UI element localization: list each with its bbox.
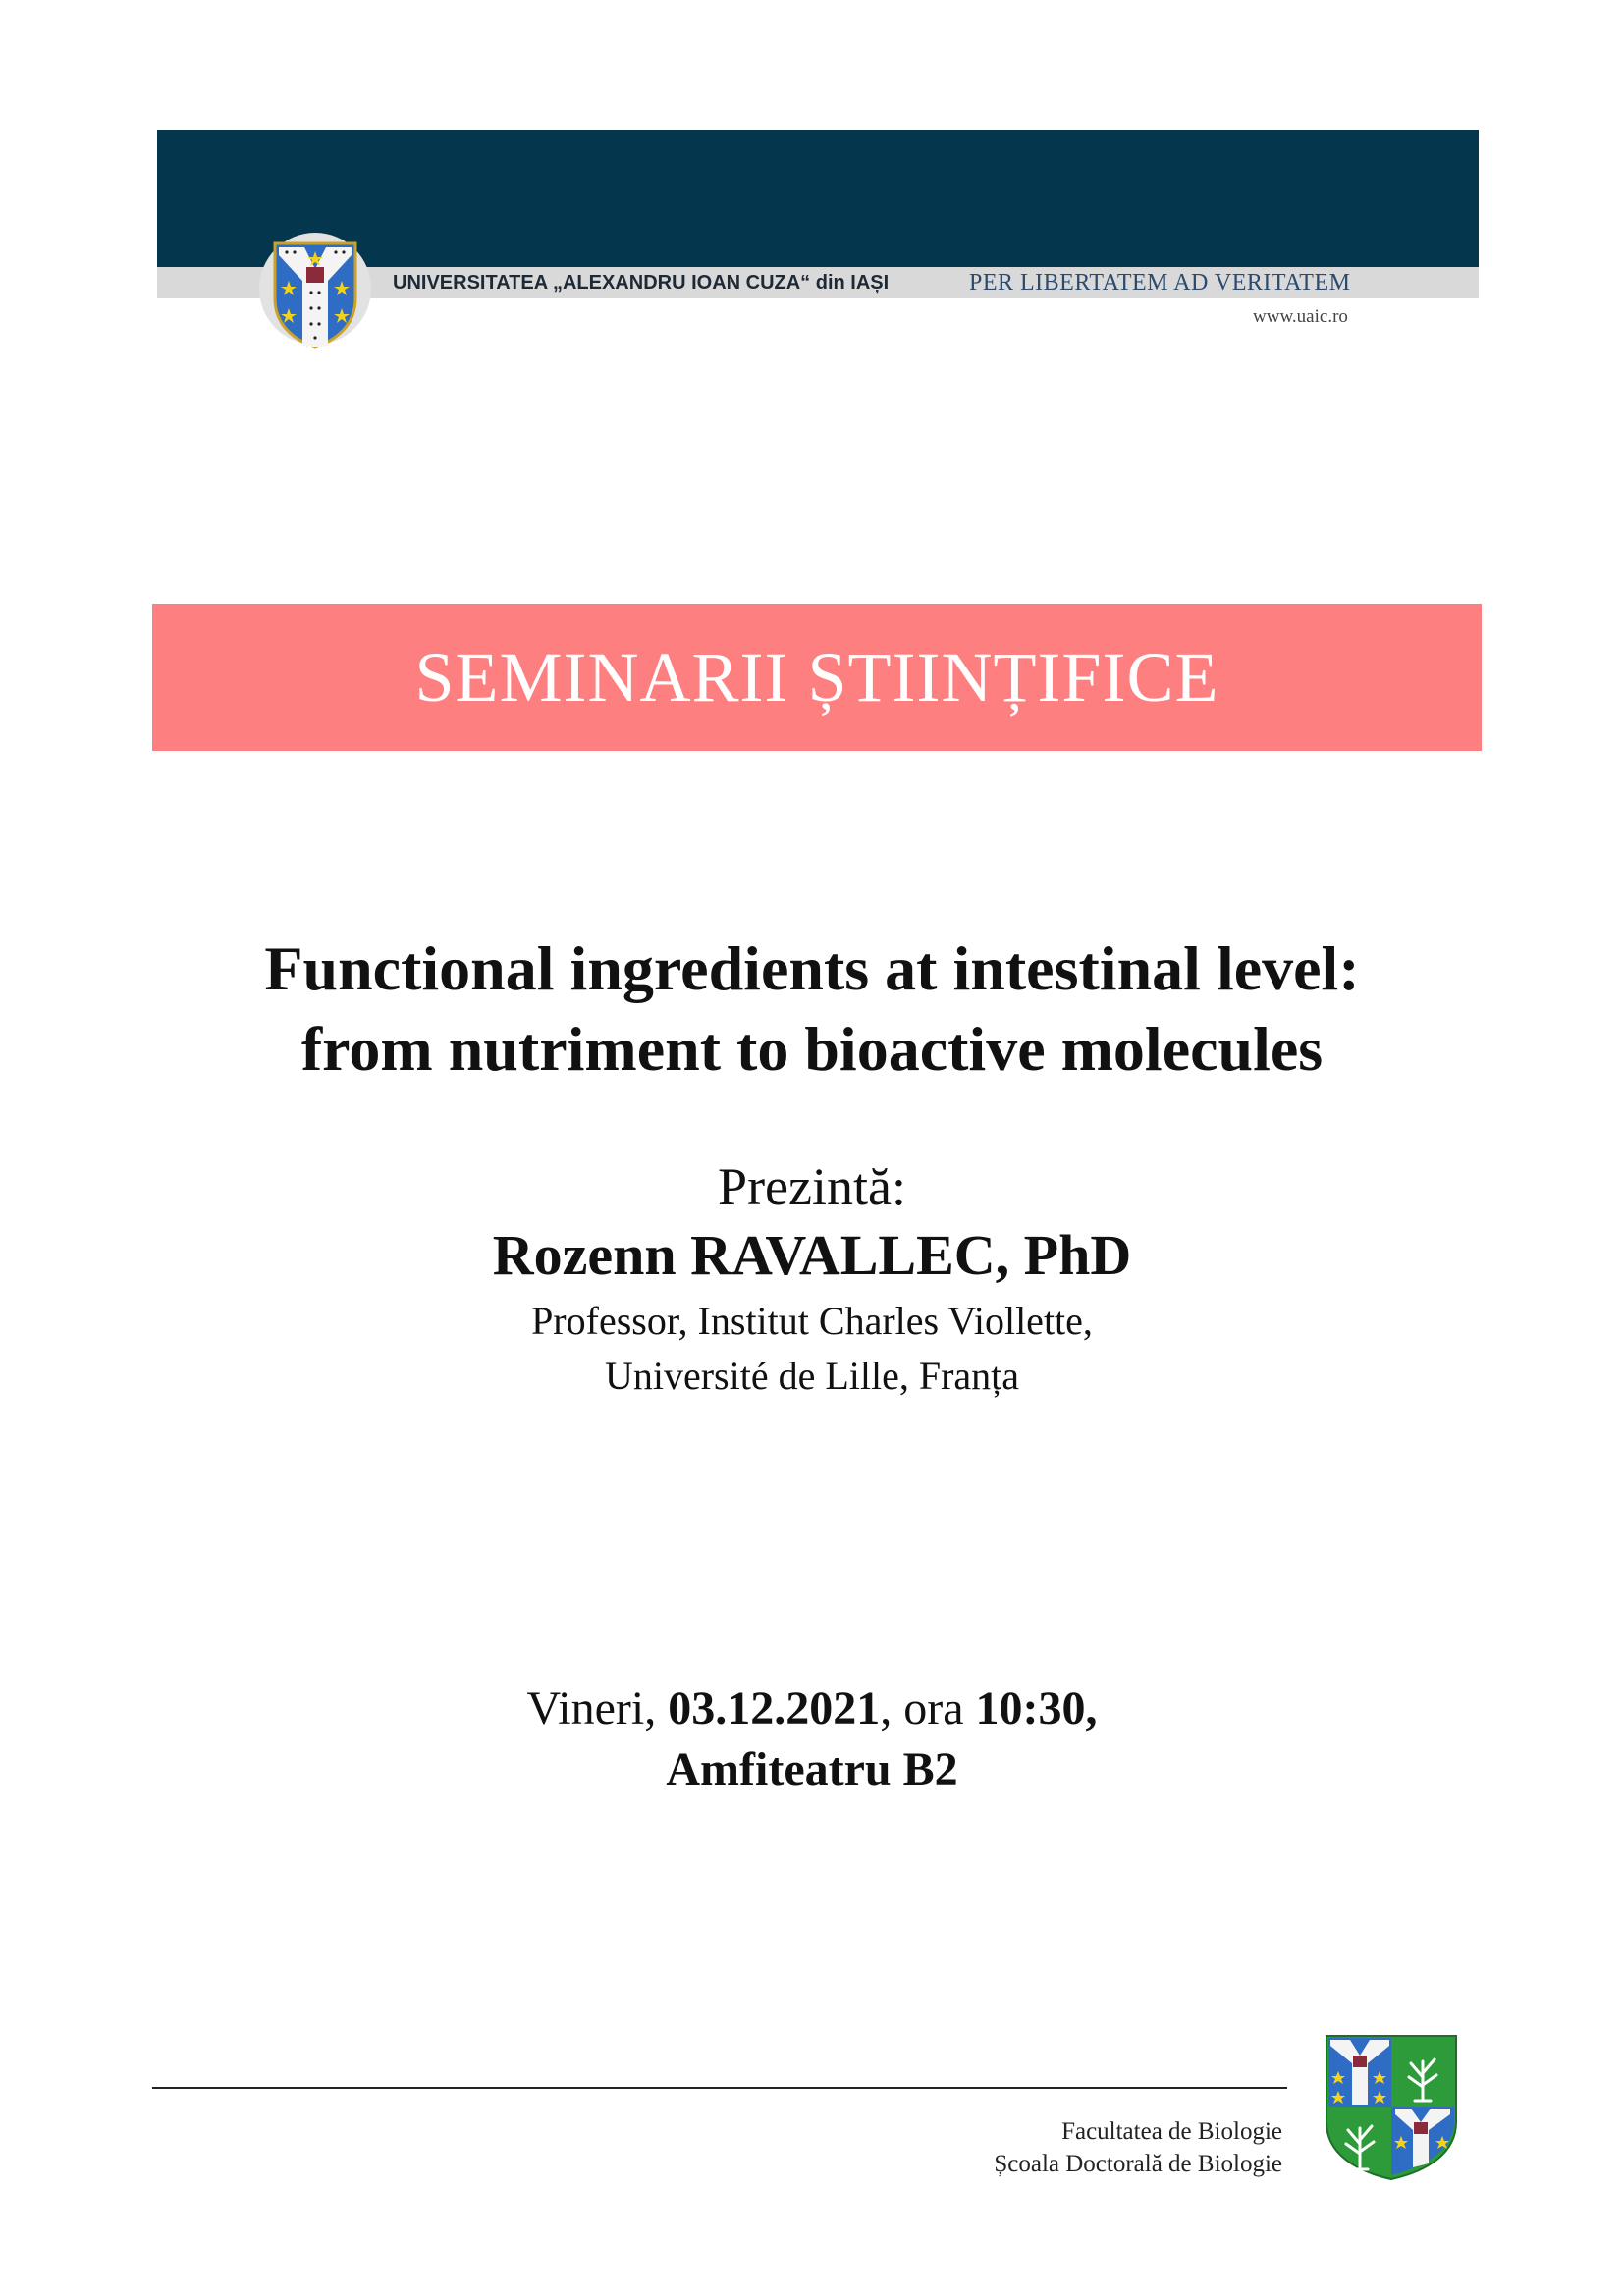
presenter-name: Rozenn RAVALLEC, PhD: [492, 1223, 1132, 1287]
event-time: 10:30,: [975, 1682, 1098, 1735]
presenter-affiliation: [0, 1294, 1624, 1404]
seminar-band: [152, 604, 1482, 751]
presenter-label: Prezintă:: [718, 1157, 906, 1216]
university-crest-icon: [257, 230, 373, 351]
affiliation-line-1: Professor, Institut Charles Viollette,: [531, 1299, 1093, 1343]
talk-title: [0, 929, 1624, 1090]
talk-title-line-1: Functional ingredients at intestinal level:: [264, 934, 1360, 1003]
university-motto: PER LIBERTATEM AD VERITATEM: [969, 270, 1351, 295]
university-name: UNIVERSITATEA „ALEXANDRU IOAN CUZA“ din IAȘI: [393, 272, 890, 294]
event-date: 03.12.2021: [668, 1682, 881, 1735]
event-time-label: , ora: [880, 1682, 976, 1735]
talk-title-line-2: from nutriment to bioactive molecules: [300, 1014, 1324, 1084]
event-day: Vineri,: [526, 1682, 669, 1735]
faculty-crest-icon: [1323, 2032, 1460, 2181]
event-datetime: [0, 1679, 1624, 1739]
seminar-title: SEMINARII ȘTIINȚIFICE: [414, 637, 1219, 717]
doctoral-school-name: Școala Doctorală de Biologie: [994, 2151, 1282, 2177]
university-website: www.uaic.ro: [1253, 306, 1348, 327]
affiliation-line-2: Université de Lille, Franța: [604, 1354, 1020, 1398]
event-venue: Amfiteatru B2: [666, 1743, 958, 1795]
footer-divider: [152, 2087, 1287, 2089]
faculty-name: Facultatea de Biologie: [1061, 2118, 1282, 2145]
